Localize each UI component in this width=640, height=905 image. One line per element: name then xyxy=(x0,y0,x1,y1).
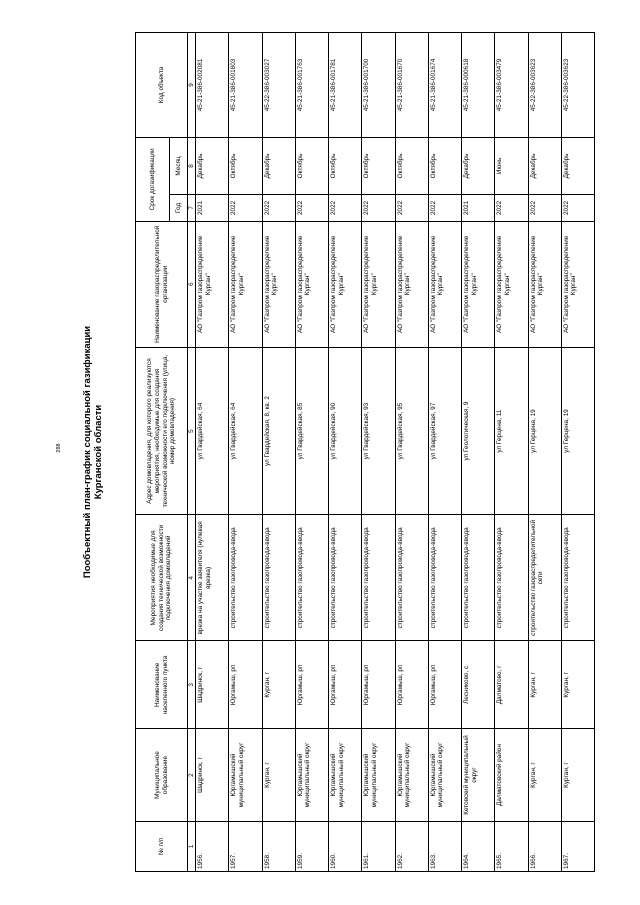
header-num: № п/п xyxy=(136,821,188,871)
cell-municipality: Шадринск, г xyxy=(196,729,229,821)
header-code: Код объекта xyxy=(136,33,188,138)
cell-measures: строительство газопровода-ввода xyxy=(561,515,594,641)
document-title-line-2: Курганской области xyxy=(93,404,104,500)
cell-settlement: Курган, г xyxy=(262,641,295,729)
cell-settlement: Юргамыш, рп xyxy=(229,641,262,729)
cell-municipality: Юргамышский муниципальный округ xyxy=(329,729,362,821)
table-row xyxy=(395,33,428,872)
cell-code: 45-22-386-003027 xyxy=(262,33,295,138)
cell-code: 45-21-386-003479 xyxy=(495,33,528,138)
cell-organization: АО "Газпром газораспределение Курган" xyxy=(428,221,461,347)
cell-address: ул Гвардейская, 90 xyxy=(329,347,362,515)
cell-measures: строительство газопровода-ввода xyxy=(229,515,262,641)
table-row xyxy=(462,33,495,872)
cell-month: Декабрь xyxy=(196,137,229,194)
cell-municipality: Юргамышский муниципальный округ xyxy=(362,729,395,821)
column-number: 4 xyxy=(188,515,196,641)
cell-month: Октябрь xyxy=(329,137,362,194)
table-row xyxy=(329,33,362,872)
header-year: Год xyxy=(170,194,188,221)
cell-settlement: Далматово, г xyxy=(495,641,528,729)
cell-num: 1963. xyxy=(428,821,461,871)
column-number: 6 xyxy=(188,221,196,347)
gasification-table-container xyxy=(135,32,595,872)
cell-num: 1957. xyxy=(229,821,262,871)
cell-year: 2022 xyxy=(329,194,362,221)
cell-address: ул Гвардейская, 97 xyxy=(428,347,461,515)
cell-num: 1959. xyxy=(295,821,328,871)
cell-num: 1967. xyxy=(561,821,594,871)
cell-settlement: Шадринск, г xyxy=(196,641,229,729)
cell-measures: строительство газопровода-ввода xyxy=(495,515,528,641)
cell-organization: АО "Газпром газораспределение Курган" xyxy=(362,221,395,347)
cell-measures: строительство газопровода-ввода xyxy=(295,515,328,641)
cell-year: 2022 xyxy=(395,194,428,221)
cell-code: 45-22-386-003623 xyxy=(528,33,561,138)
cell-measures: строительство газораспределительной сети xyxy=(528,515,561,641)
cell-organization: АО "Газпром газораспределение Курган" xyxy=(395,221,428,347)
header-organization: Наименование газораспределительной организации xyxy=(136,221,188,347)
cell-year: 2021 xyxy=(462,194,495,221)
table-row xyxy=(561,33,594,872)
cell-year: 2022 xyxy=(495,194,528,221)
column-number: 9 xyxy=(188,33,196,138)
cell-organization: АО "Газпром газораспределение Курган" xyxy=(295,221,328,347)
cell-settlement: Юргамыш, рп xyxy=(295,641,328,729)
cell-settlement: Курган, г xyxy=(561,641,594,729)
table-row xyxy=(196,33,229,872)
cell-code: 45-22-386-003623 xyxy=(561,33,594,138)
cell-organization: АО "Газпром газораспределение Курган" xyxy=(262,221,295,347)
cell-month: Октябрь xyxy=(229,137,262,194)
cell-month: Октябрь xyxy=(295,137,328,194)
cell-code: 45-21-386-002081 xyxy=(196,33,229,138)
page-number: 288 xyxy=(56,443,62,453)
cell-month: Октябрь xyxy=(395,137,428,194)
cell-address: ул Гвардейская, 95 xyxy=(395,347,428,515)
table-header xyxy=(136,33,196,872)
cell-address: ул Гвардейская, 64 xyxy=(196,347,229,515)
table-row xyxy=(495,33,528,872)
header-settlement: Наименование населенного пункта xyxy=(136,641,188,729)
cell-month: Октябрь xyxy=(428,137,461,194)
column-number-row xyxy=(188,33,196,872)
cell-organization: АО "Газпром газораспределение Курган" xyxy=(561,221,594,347)
cell-municipality: Юргамышский муниципальный округ xyxy=(229,729,262,821)
cell-address: ул Герцена, 11 xyxy=(495,347,528,515)
cell-organization: АО "Газпром газораспределение Курган" xyxy=(229,221,262,347)
cell-address: ул Гвардейская, 85 xyxy=(295,347,328,515)
cell-code: 45-21-386-001803 xyxy=(229,33,262,138)
document-title xyxy=(82,192,104,712)
cell-address: ул Геологическая, 9 xyxy=(462,347,495,515)
cell-municipality: Юргамышский муниципальный округ xyxy=(295,729,328,821)
cell-organization: АО "Газпром газораспределение Курган" xyxy=(196,221,229,347)
cell-municipality: Юргамышский муниципальный округ xyxy=(428,729,461,821)
cell-code: 45-21-386-001674 xyxy=(428,33,461,138)
cell-year: 2021 xyxy=(196,194,229,221)
cell-month: Июнь xyxy=(495,137,528,194)
cell-settlement: Лесниково, с xyxy=(462,641,495,729)
cell-code: 45-21-386-001763 xyxy=(295,33,328,138)
cell-num: 1964. xyxy=(462,821,495,871)
column-number: 2 xyxy=(188,729,196,821)
table-row xyxy=(528,33,561,872)
cell-num: 1958. xyxy=(262,821,295,871)
header-address: Адрес домовладения, для которого реализуются мероприятия, необходимые для создания технической возможности его подключения (улица, номер домовладения) xyxy=(136,347,188,515)
cell-municipality: Курган, г xyxy=(528,729,561,821)
cell-code: 45-21-386-000618 xyxy=(462,33,495,138)
cell-measures: строительство газопровода-ввода xyxy=(428,515,461,641)
cell-measures: строительство газопровода-ввода xyxy=(262,515,295,641)
cell-measures: строительство газопровода-ввода xyxy=(462,515,495,641)
column-number: 5 xyxy=(188,347,196,515)
cell-settlement: Юргамыш, рп xyxy=(329,641,362,729)
cell-municipality: Курган, г xyxy=(262,729,295,821)
cell-measures: врезка на участке заявителя (нулевая врезка) xyxy=(196,515,229,641)
cell-num: 1966. xyxy=(528,821,561,871)
cell-municipality: Юргамышский муниципальный округ xyxy=(395,729,428,821)
cell-year: 2022 xyxy=(295,194,328,221)
cell-month: Декабрь xyxy=(528,137,561,194)
cell-organization: АО "Газпром газораспределение Курган" xyxy=(495,221,528,347)
cell-code: 45-21-386-001670 xyxy=(395,33,428,138)
cell-month: Октябрь xyxy=(362,137,395,194)
cell-num: 1961. xyxy=(362,821,395,871)
cell-year: 2022 xyxy=(428,194,461,221)
cell-settlement: Юргамыш, рп xyxy=(395,641,428,729)
header-municipality: Муниципальное образование xyxy=(136,729,188,821)
column-number: 8 xyxy=(188,137,196,194)
cell-address: ул Герцена, 19 xyxy=(528,347,561,515)
cell-num: 1956. xyxy=(196,821,229,871)
cell-num: 1965. xyxy=(495,821,528,871)
cell-address: ул Герцена, 19 xyxy=(561,347,594,515)
cell-address: ул Гвардейская, 64 xyxy=(229,347,262,515)
cell-municipality: Курган, г xyxy=(561,729,594,821)
cell-month: Декабрь xyxy=(561,137,594,194)
cell-organization: АО "Газпром газораспределение Курган" xyxy=(329,221,362,347)
cell-month: Декабрь xyxy=(262,137,295,194)
cell-num: 1960. xyxy=(329,821,362,871)
cell-address: ул Гвардейская, 8, кв. 2 xyxy=(262,347,295,515)
document-title-line-1: Пообъектный план-график социальной газификации xyxy=(82,325,93,579)
cell-year: 2022 xyxy=(362,194,395,221)
cell-municipality: Кетовский муниципальный округ xyxy=(462,729,495,821)
table-body xyxy=(196,33,595,872)
table-row xyxy=(262,33,295,872)
cell-month: Декабрь xyxy=(462,137,495,194)
cell-address: ул Гвардейская, 93 xyxy=(362,347,395,515)
cell-measures: строительство газопровода-ввода xyxy=(362,515,395,641)
cell-settlement: Юргамыш, рп xyxy=(362,641,395,729)
cell-measures: строительство газопровода-ввода xyxy=(395,515,428,641)
cell-organization: АО "Газпром газораспределение Курган" xyxy=(462,221,495,347)
cell-year: 2022 xyxy=(528,194,561,221)
table-row xyxy=(295,33,328,872)
cell-code: 45-21-386-001781 xyxy=(329,33,362,138)
cell-municipality: Далматовский район xyxy=(495,729,528,821)
gasification-table xyxy=(135,32,595,872)
table-row xyxy=(229,33,262,872)
cell-settlement: Курган, г xyxy=(528,641,561,729)
cell-measures: строительство газопровода-ввода xyxy=(329,515,362,641)
table-row xyxy=(362,33,395,872)
cell-num: 1962. xyxy=(395,821,428,871)
cell-settlement: Юргамыш, рп xyxy=(428,641,461,729)
header-deadline: Срок догазификации xyxy=(136,137,170,221)
column-number: 1 xyxy=(188,821,196,871)
column-number: 3 xyxy=(188,641,196,729)
cell-code: 45-21-386-001700 xyxy=(362,33,395,138)
cell-year: 2022 xyxy=(262,194,295,221)
cell-year: 2022 xyxy=(561,194,594,221)
cell-organization: АО "Газпром газораспределение Курган" xyxy=(528,221,561,347)
cell-year: 2022 xyxy=(229,194,262,221)
header-month: Месяц xyxy=(170,137,188,194)
column-number: 7 xyxy=(188,194,196,221)
table-row xyxy=(428,33,461,872)
header-measures: Мероприятия необходимые для создания технической возможности подключения домовладений xyxy=(136,515,188,641)
